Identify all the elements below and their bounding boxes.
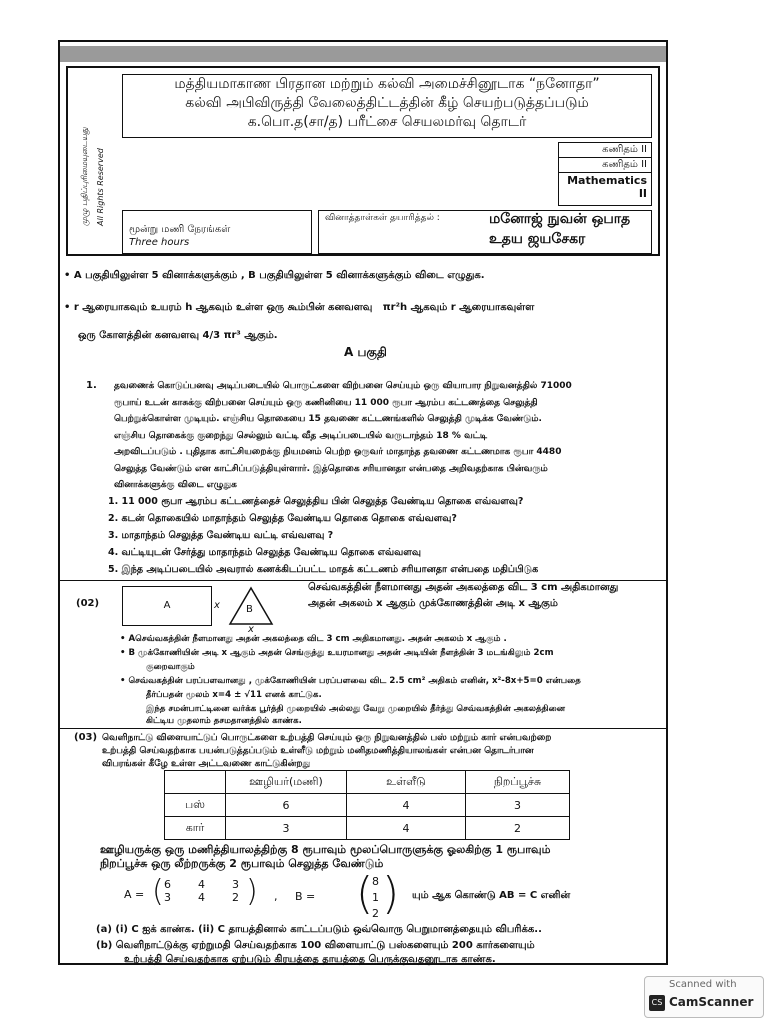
q3intro-line: வெளிநாட்டு விளையாட்டுப் பொருட்களை உற்பத்தி செய்யும் ஒரு நிறுவனத்தில் பஸ் மற்றும் கார் என்பவற்றை	[102, 733, 552, 743]
title-line-1: மத்தியமாகாண பிரதான மற்றும் கல்வி அமைச்சினூடாக “நனோதா”	[174, 76, 600, 92]
table-cell: 4	[347, 794, 466, 817]
q2-bullet-line: • Aசெவ்வகத்தின் நீளமானது அதன் அகலத்தை விட 3 cm அதிகமானது. அதன் அகலம் x ஆகும் .	[120, 634, 507, 644]
q1lines-line: எஞ்சிய தொகைக்கு குறைந்து செல்லும் வட்டி வீத அடிப்படையில் வருடாந்தம் 18 % வட்டி	[114, 430, 488, 441]
watermark-line-1: Scanned with	[669, 979, 737, 990]
q1subs-line: 1. 11 000 ரூபா ஆரம்ப கட்டணத்தைச் செலுத்திய பின் செலுத்த வேண்டிய தொகை எவ்வளவு?	[108, 496, 524, 507]
time-en: Three hours	[129, 237, 190, 248]
table-cell: 2	[466, 817, 570, 840]
resource-table	[164, 770, 570, 840]
q2-bullet-line: தீர்ப்பதன் மூலம் x=4 ± √11 எனக் காட்டுக.	[146, 690, 322, 700]
subject-1: கணிதம் II	[602, 144, 647, 155]
q1lines-line: அறவிடப்படும் . புதிதாக காட்சியறைக்கு நியமனம் பெற்ற ஒருவர் மாதாந்த தவணை கட்டணமாக ரூபா 4480	[114, 447, 562, 457]
q3-part-a: (a) (i) C ஐக் காண்க. (ii) C தாயத்தினால் காட்டப்படும் ஒவ்வொரு பெறுமானத்தையும் விபரிக்க..	[96, 924, 542, 935]
rectangle-a-label: A	[163, 600, 171, 611]
triangle-x-label: x	[248, 624, 254, 635]
author-2: உதய ஜயசேகர	[489, 231, 586, 247]
subject-3: Mathematics II	[559, 172, 651, 201]
table-cell: 3	[466, 794, 570, 817]
matrix-a-row	[164, 878, 239, 891]
table-header-cell	[165, 771, 226, 794]
formula-sphere: πr³ ஆகும்.	[223, 330, 278, 341]
q1subs-line: 5. இந்த அடிப்படையில் அவரால் கணக்கிடப்பட்ட மாதக் கட்டணம் சரியானதா என்பதை மதிப்பிடுக	[108, 564, 539, 575]
header-box	[66, 66, 660, 256]
matrix-a-cell: 2	[232, 891, 239, 904]
q1lines-line: பெற்றுக்கொள்ள முடியும். எஞ்சிய தொகையை 15 தவணை கட்டணங்களில் செலுத்தி முடிக்க வேண்டும்.	[114, 414, 542, 424]
matrix-a-cell: 3	[164, 891, 171, 904]
title-box	[122, 74, 652, 138]
camscanner-watermark	[644, 976, 764, 1018]
table-header-cell: நிறப்பூச்சு	[466, 771, 570, 794]
q2-bullet-line: • செவ்வகத்தின் பரப்பளவானது , முக்கோணியின் பரப்பளவை விட 2.5 cm² அதிகம் எனின், x²-8x+5=0 என்பதை	[120, 676, 581, 686]
time-label: மூன்று மணி நேரங்கள்	[129, 224, 231, 235]
q2-bullet-line: கிட்டிய முதலாம் தசமதானத்தில் காண்க.	[146, 716, 302, 726]
q1lines-line: தவணைக் கொடுப்பனவு அடிப்படையில் பொருட்களை விற்பனை செய்யும் ஒரு வியாபார நிறுவனத்தில் 71000	[114, 381, 572, 391]
matrix-a-cell: 4	[198, 878, 205, 891]
q1lines-line: செலுத்த வேண்டும் என காட்சிப்படுத்தியுள்ளார். இத்தொகை சரியானதா என்பதை அறிவதற்காக பின்வரும்	[114, 463, 548, 474]
q3-number: (03)	[74, 732, 98, 743]
q3-part-b-2: உற்பத்தி செய்வதற்காக ஏற்படும் கிரயத்தை தாயத்தை பெருக்குவதனூடாக காண்க.	[124, 954, 496, 965]
camscanner-logo-icon: CS	[649, 995, 665, 1011]
watermark-line-2: CamScanner	[669, 995, 754, 1009]
matrix-a-cell: 6	[164, 878, 171, 891]
q1subs-line: 2. கடன் தொகையில் மாதாந்தம் செலுத்த வேண்டிய தொகை தொகை எவ்வளவு?	[108, 513, 457, 524]
table-cell: கார்	[165, 817, 226, 840]
table-row	[165, 817, 570, 840]
q3-para-2: நிறப்பூச்சு ஒரு லீற்றருக்கு 2 ரூபாவும் செலுத்த வேண்டும்	[100, 857, 384, 870]
triangle-b-label: B	[246, 604, 253, 615]
matrix-b-cell: 1	[372, 891, 379, 904]
q2-number: (02)	[76, 598, 100, 609]
instruction-2-text: r ஆரையாகவும் உயரம் h ஆகவும் உள்ள ஒரு கூம்பின் கனவளவு	[73, 302, 373, 313]
instruction-1: • A பகுதியிலுள்ள 5 வினாக்களுக்கும் , B பகுதியிலுள்ள 5 வினாக்களுக்கும் விடை எழுதுக.	[64, 270, 485, 281]
subject-2: கணிதம் II	[559, 157, 651, 172]
matrix-b-label: , B =	[274, 890, 316, 903]
rights-line-1: முழு பதிப்புரிமையுடையது	[80, 127, 89, 226]
q1subs-line: 4. வட்டியுடன் சேர்த்து மாதாந்தம் செலுத்த வேண்டிய தொகை எவ்வளவு	[108, 547, 421, 558]
matrix-a-cell: 3	[232, 878, 239, 891]
matrix-a-close-paren: )	[246, 874, 258, 909]
table-cell: 3	[226, 817, 347, 840]
matrix-b	[372, 874, 379, 922]
table-header-cell: உள்ளீடு	[347, 771, 466, 794]
author-1: மனோஜ் நுவன் ஒபாத	[489, 211, 631, 227]
matrix-a-cell: 4	[198, 891, 205, 904]
q2-bullet-line: குறைவாகும்	[146, 662, 195, 672]
exam-sheet	[58, 40, 668, 965]
matrix-b-open-paren: (	[356, 868, 374, 919]
author-box	[318, 210, 652, 254]
q1subs-line: 3. மாதாந்தம் செலுத்த வேண்டிய வட்டி எவ்வளவு ?	[108, 530, 334, 541]
q3intro-line: உற்பத்தி செய்வதற்காக பயன்படுத்தப்படும் உள்ளீடு மற்றும் மனிதமணித்தியாலங்கள் என்பன தொடர்பான	[102, 746, 534, 756]
rights-line-2: All Rights Reserved	[96, 148, 105, 226]
table-header-row	[165, 771, 570, 794]
top-gray-band	[60, 46, 666, 62]
q2-side-line-1: செவ்வகத்தின் நீளமானது அதன் அகலத்தை விட 3 cm அதிகமானது	[308, 582, 619, 593]
instruction-2: • r ஆரையாகவும் உயரம் h ஆகவும் உள்ள ஒரு கூம்பின் கனவளவு πr²h ஆகவும் r ஆரையாகவுள்ள	[64, 302, 535, 313]
table-row	[165, 794, 570, 817]
matrix-b-cell: 8	[372, 875, 379, 888]
matrix-tail: யும் ஆக கொண்டு AB = C எனின்	[412, 890, 571, 901]
formula-fraction: 4/3	[202, 330, 221, 341]
table-cell: 6	[226, 794, 347, 817]
q1lines-line: வினாக்களுக்கு விடை எழுதுக	[114, 480, 237, 490]
matrix-a-row	[164, 891, 239, 904]
table-header-cell: ஊழியர்(மணி)	[226, 771, 347, 794]
rect-x-label: x	[214, 600, 220, 611]
title-line-3: க.பொ.த(சா/த) பரீட்சை செயலமர்வு தொடர்	[247, 114, 527, 130]
instruction-3	[78, 328, 278, 344]
matrix-b-close-paren: )	[382, 868, 400, 919]
q3-para-1: ஊழியருக்கு ஒரு மணித்தியாலத்திற்கு 8 ரூபாவும் மூலப்பொருளுக்கு ஓலகிற்கு 1 ரூபாவும்	[100, 843, 551, 856]
rectangle-a-shape	[122, 586, 212, 626]
q3intro-line: விபரங்கள் கீழே உள்ள அட்டவணை காட்டுகின்றது	[102, 759, 311, 769]
table-cell: பஸ்	[165, 794, 226, 817]
matrix-a-label: A =	[124, 888, 145, 901]
divider-2	[60, 728, 666, 729]
author-label: வினாத்தாள்கள் தயாரித்தல் :	[325, 213, 440, 223]
matrix-a-open-paren: (	[152, 874, 164, 909]
rights-notice	[72, 108, 118, 228]
matrix-a	[164, 878, 239, 904]
formula-cone: πr²h ஆகவும் r ஆரையாகவுள்ள	[382, 302, 535, 313]
instruction-1-text: A பகுதியிலுள்ள 5 வினாக்களுக்கும் , B பகுதியிலுள்ள 5 வினாக்களுக்கும் விடை எழுதுக.	[73, 270, 485, 281]
matrix-b-cell: 2	[372, 907, 379, 920]
part-a-heading: A பகுதி	[344, 345, 387, 359]
title-line-2: கல்வி அபிவிருத்தி வேலைத்திட்டத்தின் கீழ் செயற்படுத்தப்படும்	[185, 95, 589, 111]
q2-bullet-line: • B முக்கோணியின் அடி x ஆகும் அதன் செங்குத்து உயரமானது அதன் அடியின் நீளத்தின் 3 மடங்கிலும் 2cm	[120, 648, 554, 658]
q3-part-b-1: (b) வெளிநாட்டுக்கு ஏற்றுமதி செய்வதற்காக 100 விளையாட்டு பஸ்களையும் 200 கார்களையும்	[96, 940, 535, 951]
q2-bullet-line: இந்த சமன்பாட்டினை வர்க்க பூர்த்தி முறையில் அல்லது வேறு முறையில் தீர்த்து செவ்வகத்தின் அகலத்தினை	[146, 704, 566, 714]
q1lines-line: ரூபாய் உடன் காசுக்கு விற்பனை செய்யும் ஒரு கணினியை 11 000 ரூபா ஆரம்ப கட்டணத்தை செலுத்தி	[114, 397, 538, 408]
time-box	[122, 210, 312, 254]
subject-box	[558, 142, 652, 206]
q1-number: 1.	[86, 380, 97, 391]
q2-side-line-2: அதன் அகலம் x ஆகும் முக்கோணத்தின் அடி x ஆகும்	[308, 598, 558, 609]
instruction-3-text: ஒரு கோளத்தின் கனவளவு	[78, 330, 200, 341]
table-cell: 4	[347, 817, 466, 840]
